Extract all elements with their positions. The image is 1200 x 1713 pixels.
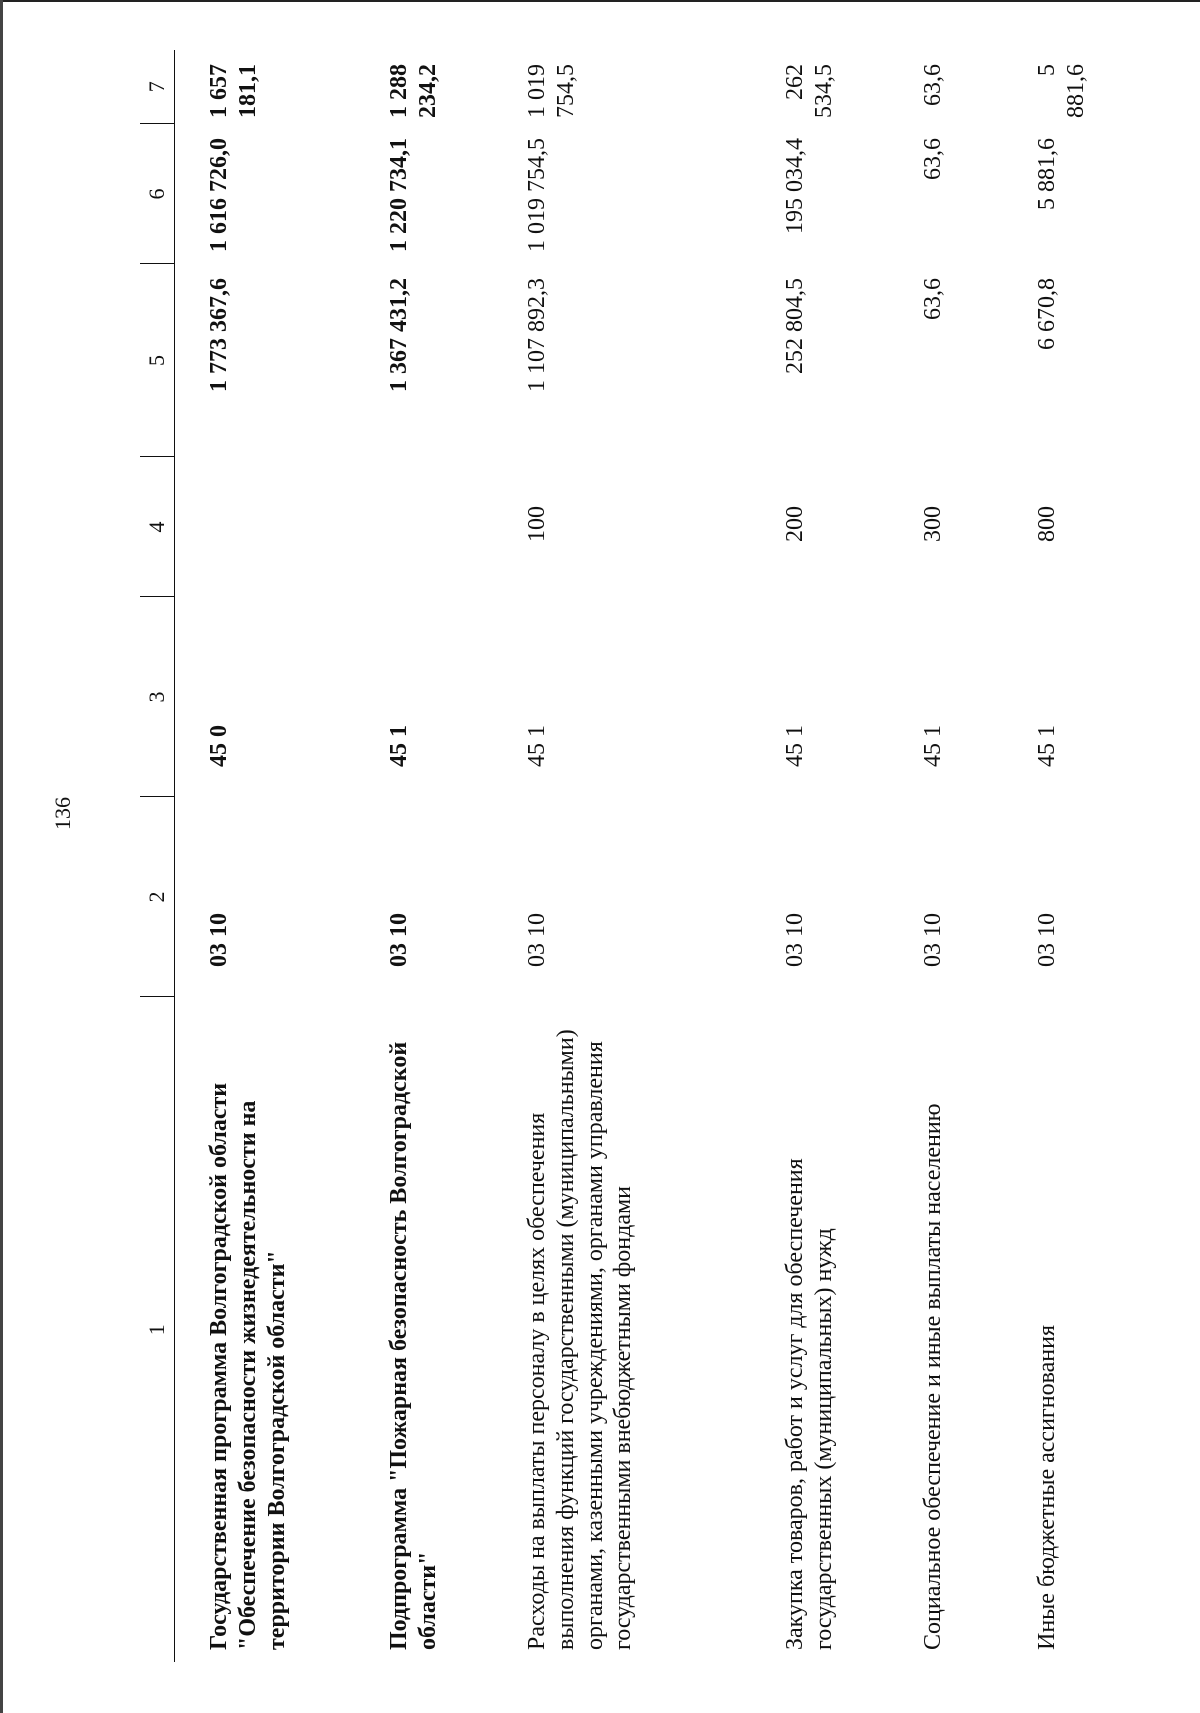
header-col-3: 3 [140,597,175,797]
row-name: Расходы на выплаты персоналу в целях обеспечения выполнения функций государственными (муниципальными) органами, казенными учреждениями, органами управления государственными внебюджетными фондами [524,1029,637,1650]
budget-table [140,50,1103,1662]
row-col6: 1 220 734,1 [386,138,412,252]
row-col7: 5 881,6 [1034,64,1089,118]
header-col-7: 7 [140,50,175,124]
row-expense-type: 300 [920,506,946,542]
row-name: Социальное обеспечение и иные выплаты населению [920,1103,946,1650]
row-col5: 6 670,8 [1034,278,1060,350]
row-program: 45 1 [920,725,946,767]
table-row [355,50,493,1662]
row-col5: 1 107 892,3 [524,278,550,392]
row-col6: 1 616 726,0 [206,138,232,252]
table-row [175,50,356,1662]
row-expense-type: 100 [524,506,550,542]
row-col6: 5 881,6 [1034,138,1060,210]
row-program: 45 1 [386,725,412,767]
row-col7: 262 534,5 [782,64,837,118]
row-program: 45 0 [206,725,232,767]
row-col5: 1 367 431,2 [386,278,412,392]
budget-table-rotated [140,50,1089,1662]
row-name: Государственная программа Волгоградской области "Обеспечение безопасности жизнедеятельности на территории Волгоградской области" [206,1082,290,1650]
scan-left-edge [0,0,3,1713]
table-row [1003,50,1103,1662]
row-section: 03 10 [782,913,808,967]
row-expense-type [355,457,493,597]
row-section: 03 10 [1034,913,1060,967]
row-name: Закупка товаров, работ и услуг для обеспечения государственных (муниципальных) нужд [782,1158,837,1650]
row-col7: 63,6 [920,64,946,106]
row-section: 03 10 [206,913,232,967]
row-col6: 195 034,4 [782,138,808,234]
table-row [751,50,889,1662]
row-col5: 1 773 367,6 [206,278,232,392]
row-col6: 1 019 754,5 [524,138,550,252]
header-col-6: 6 [140,124,175,264]
row-program: 45 1 [782,725,808,767]
row-section: 03 10 [524,913,550,967]
row-col7: 1 288 234,2 [386,64,441,118]
row-section: 03 10 [386,913,412,967]
row-col7: 1 657 181,1 [206,64,261,118]
row-program: 45 1 [524,725,550,767]
row-expense-type [175,457,356,597]
header-col-2: 2 [140,797,175,997]
row-col6: 63,6 [920,138,946,180]
row-col5: 63,6 [920,278,946,320]
table-row [493,50,751,1662]
row-expense-type: 800 [1034,506,1060,542]
header-col-5: 5 [140,264,175,457]
header-col-1: 1 [140,997,175,1662]
scan-top-edge [0,0,1200,2]
header-col-4: 4 [140,457,175,597]
table-row [889,50,1003,1662]
row-program: 45 1 [1034,725,1060,767]
header-row [140,50,175,1662]
row-section: 03 10 [920,913,946,967]
row-col5: 252 804,5 [782,278,808,374]
row-expense-type: 200 [782,506,808,542]
row-name: Подпрограмма "Пожарная безопасность Волгоградской области" [386,1041,441,1650]
row-col7: 1 019 754,5 [524,64,579,118]
page-number: 136 [50,797,75,830]
row-name: Иные бюджетные ассигнования [1034,1325,1060,1650]
